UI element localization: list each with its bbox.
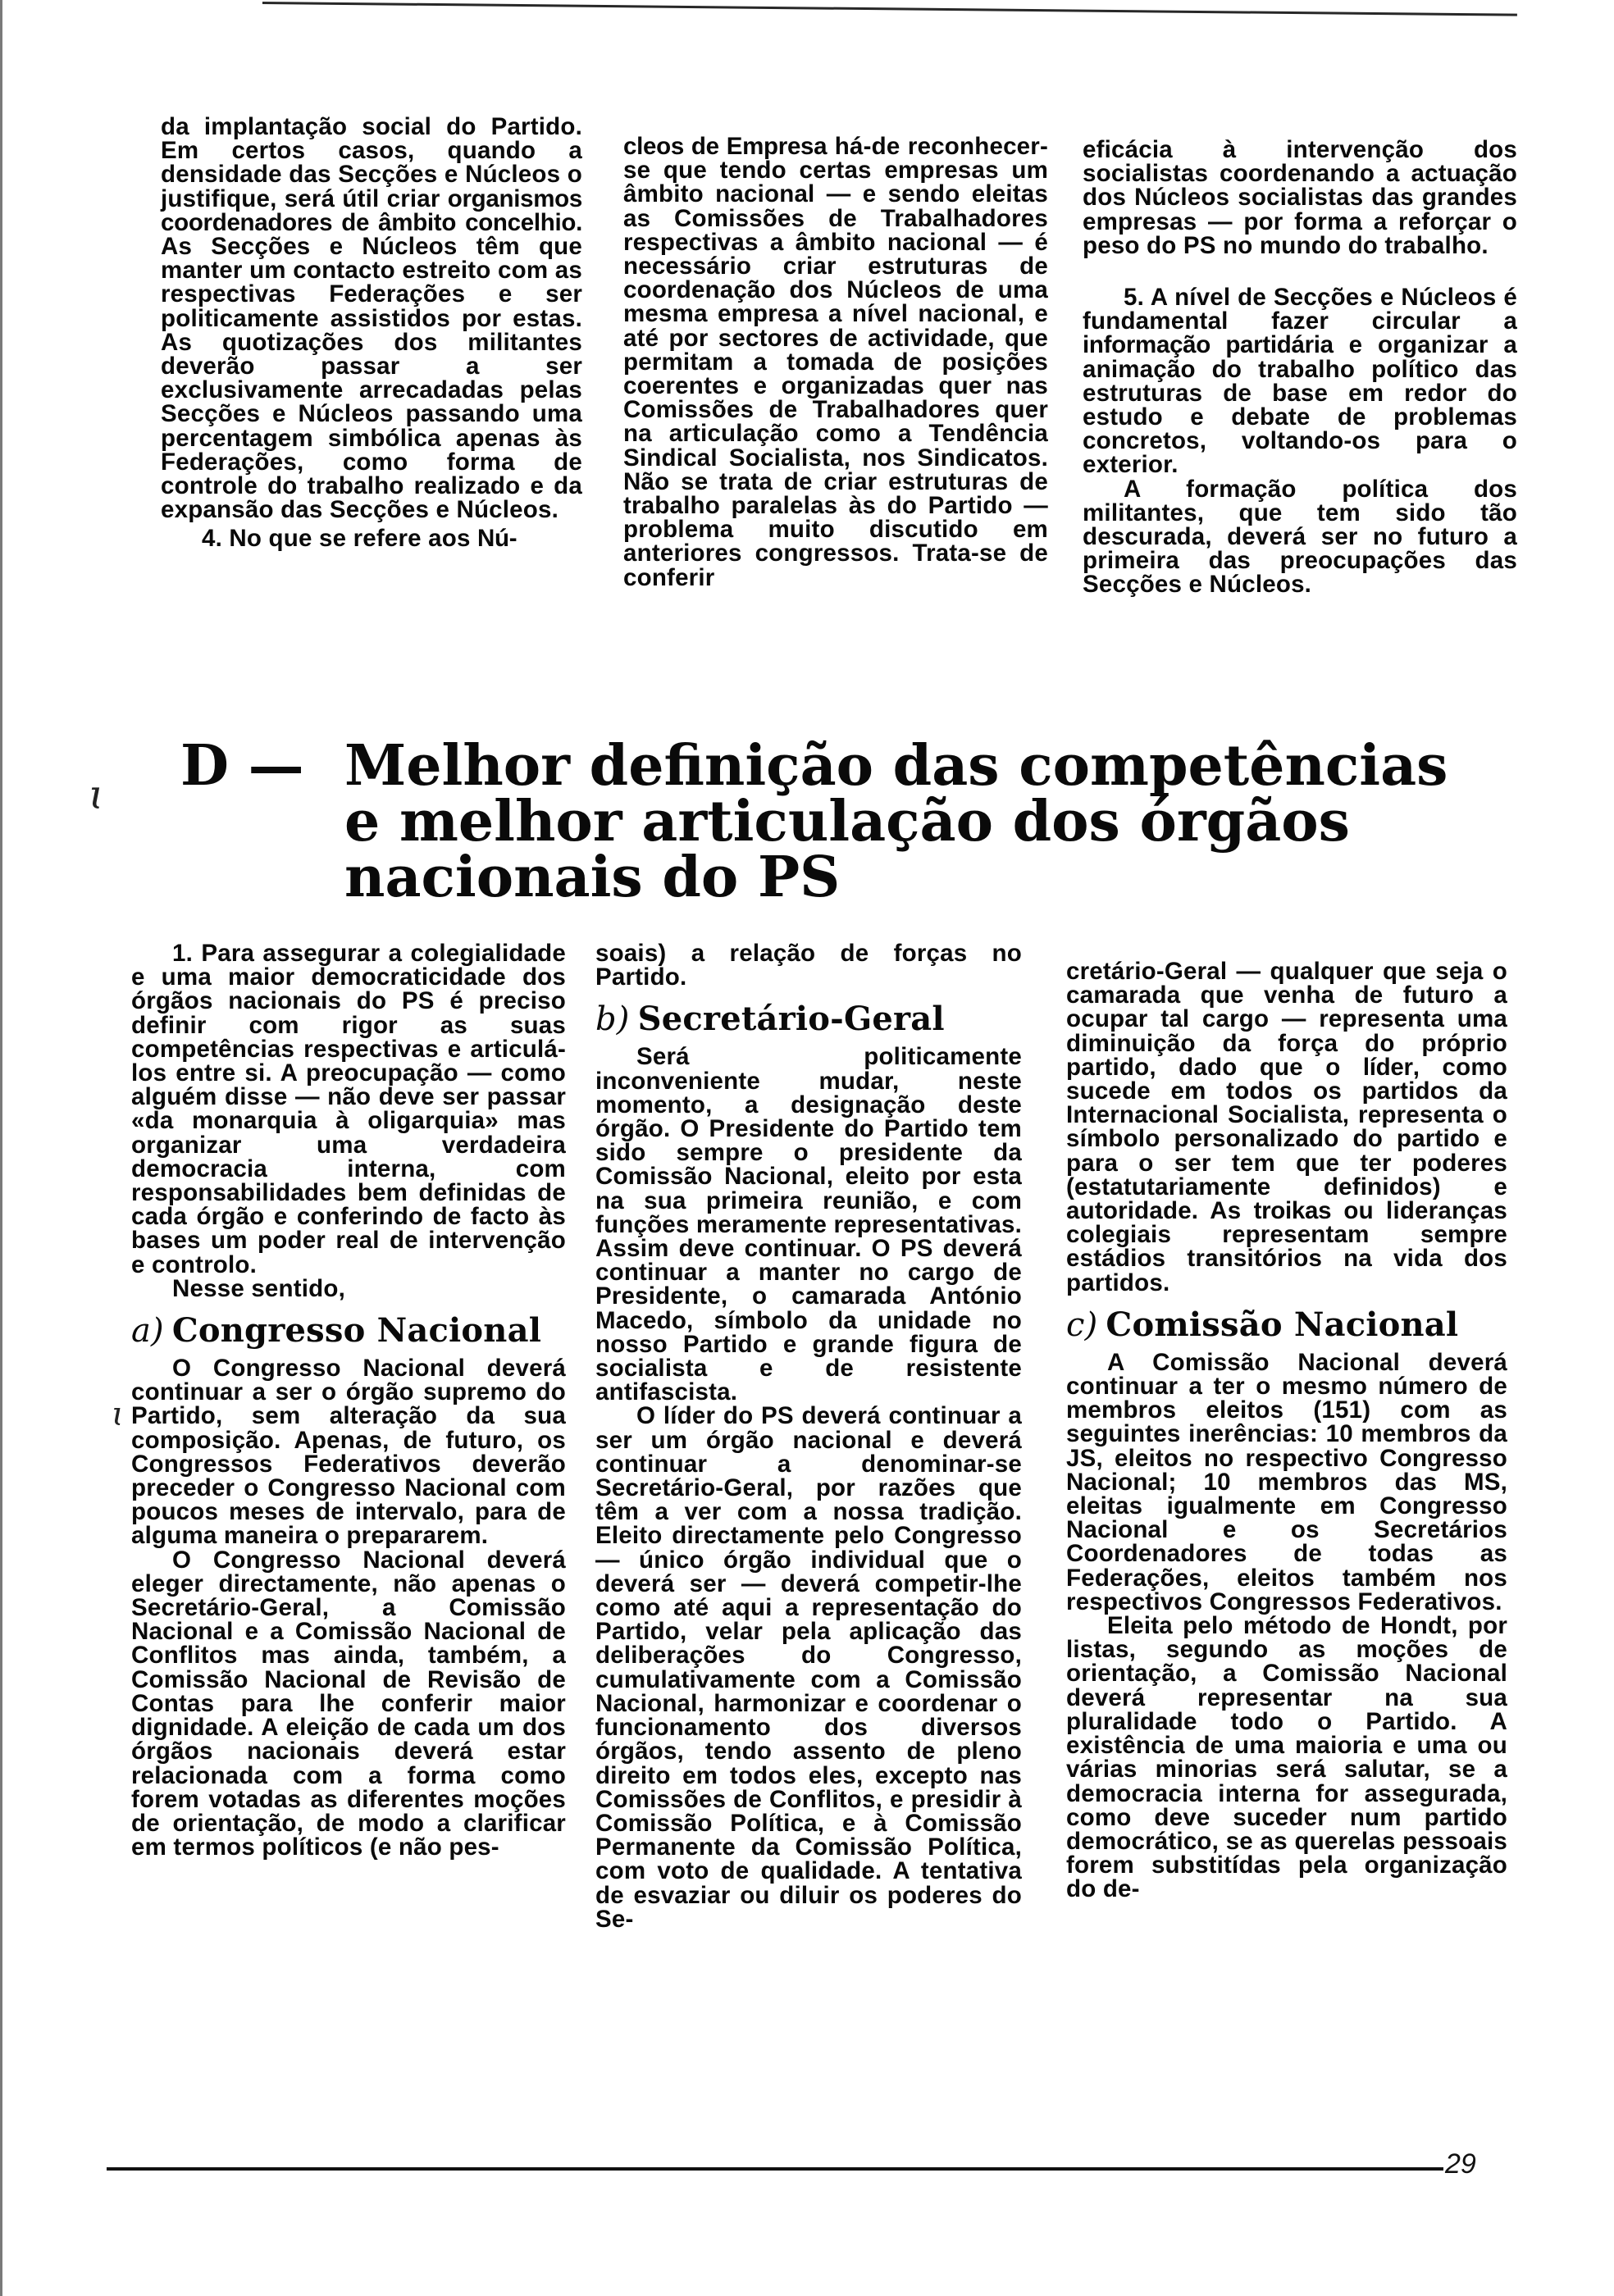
body-text: No que se refere aos (222, 525, 478, 553)
body-text: há-de reconhecer-se que tendo certas empresas um âmbito nacional — e sendo eleitas as Comissões de Trabalhadores respectivas a âmbito nacional — é necessário criar estruturas de coordenação dos Núcleos de uma mesma empresa a nível nacional, e até por sectores de actividade, que permitam a tomada de posições coerentes e organizadas quer nas Comissões de Trabalhadores quer na articulação como a Tendência Sindical Socialista, nos Sindicatos. Não se trata de criar estruturas de trabalho paralelas às do Partido — problema muito discutido em anteriores congressos. Trata-se de conferir (623, 133, 1048, 591)
body-text: da implantação social do Partido. Em certos casos, quando a densidade das Secções e Núcleos o justifique, será útil criar (161, 113, 582, 212)
body-text: A nível de Secções e Núcleos é fundamental fazer circular a (1083, 284, 1517, 335)
bold-phrase: Nú- (477, 525, 517, 553)
bottom-column-3 (1066, 959, 1507, 1902)
headline-line-1 (180, 733, 1493, 799)
paragraph-number: 4. (202, 525, 223, 553)
body-text: e organizar a animação do trabalho político das estruturas de base em redor do estudo e debate de problemas concretos, voltando-os para o exterior. (1083, 331, 1517, 479)
scan-left-edge (0, 0, 2, 2296)
subheading-congresso-nacional (131, 1312, 566, 1350)
body-text: Para assegurar a colegialidade e uma maior democraticidade dos órgãos nacionais do PS é preciso definir com rigor as suas competências respectivas e articulá-los entre si. A preocupação — como alguém disse — não deve ser passar «da monarquia à oligarquia» mas organizar uma verdadeira democracia interna, com responsabilidades bem definidas de cada órgão e conferindo de facto às bases um poder real de intervenção e controlo. (131, 940, 566, 1278)
subheading-letter: a) (131, 1312, 164, 1351)
top-column-1 (161, 115, 582, 551)
body-text: As Secções e Núcleos têm que manter um contacto estreito com as respectivas Federações e ser politicamente assistidos por estas. As quotizações dos militantes deverão passar a ser exclusivamente arrecadadas pelas Secções e Núcleos passando uma percentagem simbólica apenas às Federações, como forma de controle do trabalho realizado e da expansão das Secções e Núcleos. (161, 233, 582, 524)
paragraph: O líder do PS deverá continuar a ser um órgão nacional e deverá continuar a denominar-se Secretário-Geral, por razões que têm a ver com a nossa tradição. Eleito directamente pelo Congresso — único órgão individual que o deverá ser — deverá competir-lhe como até aqui a representação do Partido, velar pela aplicação das deliberações do Congresso, cumulativamente com a Comissão Nacional, harmonizar e coordenar o funcionamento dos diversos órgãos, tendo assento de pleno direito em todos eles, excepto nas Comissões de Conflitos, e presidir à Comissão Política, e à Comissão Permanente da Comissão Política, com voto de qualidade. A tentativa de esvaziar ou diluir os poderes do Se- (595, 1402, 1022, 1933)
paragraph: soais) a relação de forças no Partido. (595, 940, 1022, 991)
paragraph: A Comissão Nacional deverá continuar a ter o mesmo número de membros eleitos (151) com as seguintes inerências: 10 membros da JS, eleitos no respectivo Congresso Nacional; 10 membros das MS, eleitas igualmente em Congresso Nacional e os Secretários Coordenadores de todas as Federações, eleitos também nos respectivos Congressos Federativos. (1066, 1348, 1507, 1615)
paragraph (161, 115, 582, 522)
bottom-column-1 (131, 941, 566, 1859)
headline-text: Melhor definição das competências (344, 733, 1448, 799)
subheading-letter: b) (595, 1000, 630, 1039)
body-text: ou lideranças colegiais representam sempre estádios transitórios na vida dos partidos. (1066, 1197, 1507, 1296)
paragraph-1 (131, 941, 566, 1277)
section-letter (180, 733, 344, 799)
bold-phrase: organismos coordenadores de âmbito concelhio. (161, 184, 582, 236)
headline-line-2: e melhor articulação dos órgãos (344, 789, 1350, 854)
subheading-letter: c) (1066, 1305, 1098, 1344)
body-text: , como sucede em todos os partidos da Internacional Socialista, representa o símbolo personalizado do partido e para o ser tem que ter poderes (estatutariamente definidos) e autoridade. As (1066, 1053, 1507, 1225)
top-scan-rule (262, 2, 1517, 16)
subheading-secretario-geral (595, 1000, 1022, 1038)
body-text: cretário-Geral — qualquer que seja o camarada que venha de futuro a ocupar tal cargo — representa uma diminuição da força do próprio partido, dado que o (1066, 958, 1507, 1081)
bold-phrase: troikas (1253, 1197, 1332, 1225)
paragraph (1066, 959, 1507, 1295)
section-headline (180, 733, 1493, 910)
top-column-3 (1083, 138, 1517, 597)
top-column-2 (623, 134, 1048, 590)
footer-rule (107, 2167, 1443, 2171)
subheading-title: Congresso Nacional (171, 1311, 542, 1351)
bold-phrase: cleos de Empresa (623, 133, 828, 160)
paragraph-number: 5. (1124, 284, 1145, 312)
headline-line-3: nacionais do PS (344, 845, 841, 910)
subheading-title: Secretário-Geral (637, 1000, 945, 1039)
paragraph: Eleita pelo método de Hondt, por listas, segundo as moções de orientação, a Comissão Nacional deverá representar na sua pluralidade todo o Partido. A existência de uma maioria e uma ou várias minorias será salutar, se a democracia interna for assegurada, como deve suceder num partido democrático, se as querelas pessoais forem substitídas pela organização do de- (1066, 1612, 1507, 1903)
paragraph: eficácia à intervenção dos socialistas coordenando a actuação dos Núcleos socialistas das grandes empresas — por forma a reforçar o peso do PS no mundo do trabalho. (1083, 136, 1517, 259)
spacer (1083, 257, 1517, 285)
paragraph: A formação política dos militantes, que tem sido tão descurada, deverá ser no futuro a primeira das preocupações das Secções e Núcleos. (1083, 475, 1517, 599)
paragraph: O Congresso Nacional deverá eleger directamente, não apenas o Secretário-Geral, a Comissão Nacional e a Comissão Nacional de Conflitos mas ainda, também, a Comissão Nacional de Revisão de Contas para lhe conferir maior dignidade. A eleição de cada um dos órgãos nacionais deverá estar relacionada com a forma como forem votadas as diferentes moções de orientação, de modo a clarificar em termos políticos (e não pes- (131, 1546, 566, 1861)
bold-phrase: informação partidária (1083, 331, 1334, 359)
section-letter-text: D (180, 733, 229, 799)
page-number: 29 (1445, 2148, 1476, 2180)
subheading-comissao-nacional (1066, 1306, 1507, 1344)
paragraph: Será politicamente inconveniente mudar, neste momento, a designação deste órgão. O Presidente do Partido tem sido sempre o presidente da Comissão Nacional, eleito por esta na sua primeira reunião, e com funções meramente representativas. Assim deve continuar. O PS deverá continuar a manter no cargo de Presidente, o camarada António Macedo, símbolo da unidade no nosso Partido e grande figura de socialista e de resistente antifascista. (595, 1043, 1022, 1406)
bold-phrase: líder (1362, 1053, 1413, 1081)
paragraph-5 (1083, 285, 1517, 477)
bottom-column-2 (595, 941, 1022, 1931)
handwritten-margin-mark: ɩ (89, 771, 105, 818)
subheading-title: Comissão Nacional (1106, 1305, 1459, 1344)
paragraph-number: 1. (172, 940, 194, 967)
paragraph (623, 134, 1048, 590)
section-dash: — (248, 733, 304, 799)
paragraph: O Congresso Nacional deverá continuar a ser o órgão supremo do Partido, sem alteração da sua composição. Apenas, de futuro, os Congressos Federativos deverão preceder o Congresso Nacional com poucos meses de intervalo, para de alguma maneira o prepararem. (131, 1355, 566, 1550)
handwritten-margin-mark: ɩ (112, 1396, 125, 1433)
paragraph-4 (161, 525, 582, 553)
paragraph: Nesse sentido, (172, 1274, 346, 1302)
